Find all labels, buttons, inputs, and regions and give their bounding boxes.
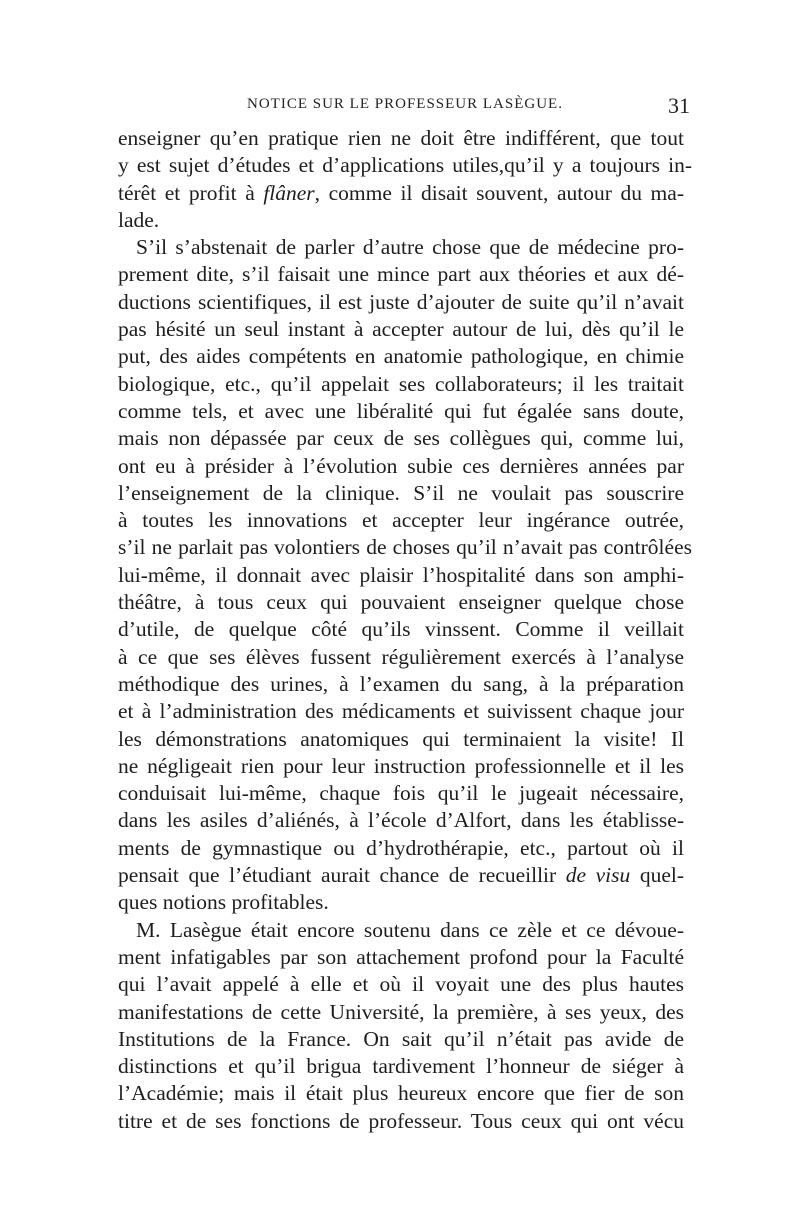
text-line-5: S’il s’abstenait de parler d’autre chose que de médecine pro-: [136, 235, 684, 260]
page-number: 31: [668, 93, 690, 118]
text-line-19: d’utile, de quelque côté qu’ils vinssent. Comme il veillait: [118, 617, 684, 642]
text-line-35: distinctions et qu’il brigua tardivement l’honneur de siéger à: [118, 1054, 684, 1079]
text-line-2: y est sujet d’études et d’applications utiles,qu’il y a toujours in-: [118, 153, 692, 178]
text-line-3: térêt et profit à flâner, comme il disait souvent, autour du ma-: [118, 180, 684, 205]
text-line-6: prement dite, s’il faisait une mince part aux théories et aux dé-: [118, 262, 684, 287]
body-text: [118, 125, 692, 1135]
text-line-32: qui l’avait appelé à elle et où il voyait une des plus hautes: [118, 972, 684, 997]
text-line-7: ductions scientifiques, il est juste d’ajouter de suite qu’il n’avait: [118, 289, 684, 314]
text-line-29: ques notions profitables.: [118, 890, 329, 915]
running-head: [120, 93, 690, 123]
text-line-31: ment infatigables par son attachement profond pour la Faculté: [118, 944, 684, 969]
text-line-14: l’enseignement de la clinique. S’il ne voulait pas souscrire: [118, 480, 684, 505]
text-line-22: et à l’administration des médicaments et suivissent chaque jour: [118, 699, 684, 724]
text-line-33: manifestations de cette Université, la première, à ses yeux, des: [118, 999, 684, 1024]
text-line-21: méthodique des urines, à l’examen du sang, à la préparation: [118, 671, 684, 696]
running-title: NOTICE SUR LE PROFESSEUR LASÈGUE.: [247, 96, 563, 112]
text-line-13: ont eu à présider à l’évolution subie ces dernières années par: [118, 453, 684, 478]
text-line-34: Institutions de la France. On sait qu’il n’était pas avide de: [118, 1026, 684, 1051]
text-line-30: M. Lasègue était encore soutenu dans ce zèle et ce dévoue-: [136, 917, 684, 942]
text-line-28: pensait que l’étudiant aurait chance de recueillir de visu quel-: [118, 863, 685, 888]
text-line-10: biologique, etc., qu’il appelait ses collaborateurs; il les traitait: [118, 371, 684, 396]
text-line-36: l’Académie; mais il était plus heureux encore que fier de son: [118, 1081, 684, 1106]
text-line-11: comme tels, et avec une libéralité qui fut égalée sans doute,: [118, 398, 684, 423]
text-line-37: titre et de ses fonctions de professeur. Tous ceux qui ont vécu: [118, 1108, 684, 1133]
text-line-16: s’il ne parlait pas volontiers de choses qu’il n’avait pas contrôlées: [118, 535, 692, 560]
text-line-15: à toutes les innovations et accepter leur ingérance outrée,: [118, 508, 684, 533]
text-line-9: put, des aides compétents en anatomie pathologique, en chimie: [118, 344, 684, 369]
text-line-20: à ce que ses élèves fussent régulièrement exercés à l’analyse: [118, 644, 684, 669]
text-line-17: lui-même, il donnait avec plaisir l’hospitalité dans son amphi-: [118, 562, 684, 587]
text-line-26: dans les asiles d’aliénés, à l’école d’Alfort, dans les établisse-: [118, 808, 684, 833]
text-line-8: pas hésité un seul instant à accepter autour de lui, dès qu’il le: [118, 317, 684, 342]
text-line-4: lade.: [118, 207, 160, 232]
text-line-24: ne négligeait rien pour leur instruction professionnelle et il les: [118, 753, 684, 778]
text-line-23: les démonstrations anatomiques qui terminaient la visite! Il: [118, 726, 684, 751]
text-line-25: conduisait lui-même, chaque fois qu’il le jugeait nécessaire,: [118, 781, 684, 806]
text-line-27: ments de gymnastique ou d’hydrothérapie, etc., partout où il: [118, 835, 684, 860]
text-line-18: théâtre, à tous ceux qui pouvaient enseigner quelque chose: [118, 590, 684, 615]
text-line-12: mais non dépassée par ceux de ses collègues qui, comme lui,: [118, 426, 684, 451]
text-line-1: enseigner qu’en pratique rien ne doit être indifférent, que tout: [118, 126, 684, 150]
